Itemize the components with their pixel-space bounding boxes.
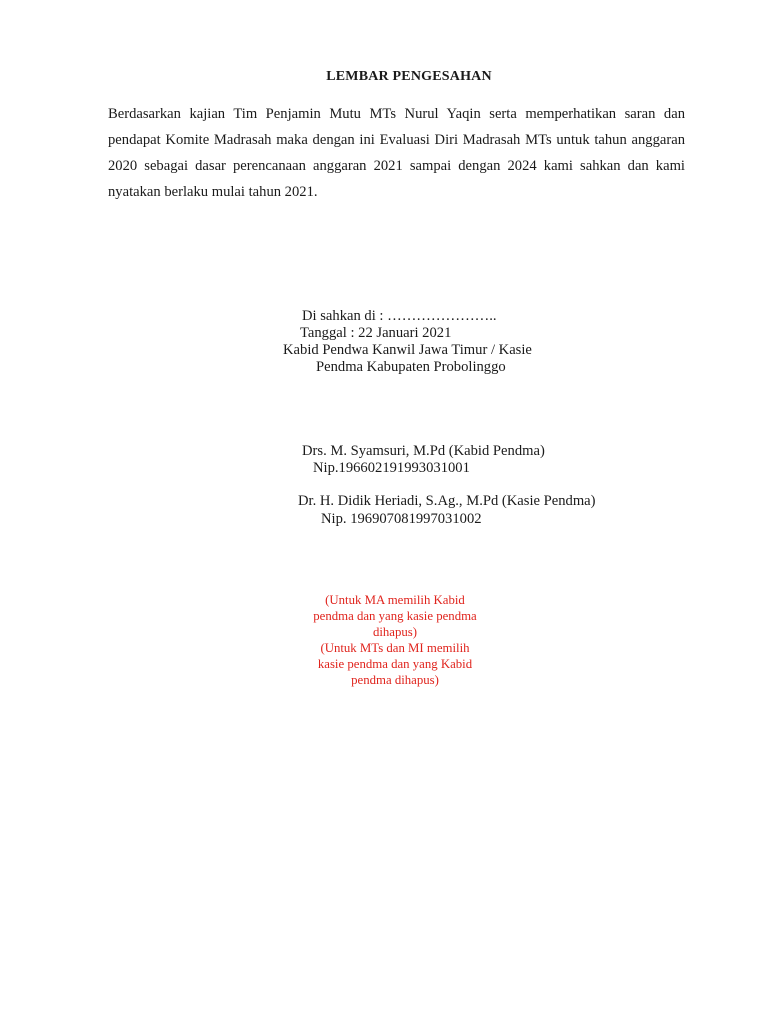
office-line-1: Kabid Pendwa Kanwil Jawa Timur / Kasie xyxy=(283,342,532,358)
office-line-2: Pendma Kabupaten Probolinggo xyxy=(316,359,506,375)
signatory-1-nip: Nip.196602191993031001 xyxy=(313,460,470,476)
document-title: LEMBAR PENGESAHAN xyxy=(326,69,492,84)
signatory-2-name: Dr. H. Didik Heriadi, S.Ag., M.Pd (Kasie Pendma) xyxy=(298,493,596,509)
place-line: Di sahkan di : ………………….. xyxy=(302,308,497,324)
note-line: (Untuk MA memilih Kabid xyxy=(325,593,465,607)
body-paragraph: Berdasarkan kajian Tim Penjamin Mutu MTs Nurul Yaqin serta memperhatikan saran dan pendapat Komite Madrasah maka dengan ini Evaluasi Diri Madrasah MTs untuk tahun anggaran 2020 sebagai dasar perencanaan anggaran 2021 sampai dengan 2024 kami sahkan dan kami nyatakan berlaku mulai tahun 2021. xyxy=(108,106,685,200)
note-line: (Untuk MTs dan MI memilih xyxy=(320,641,470,655)
instruction-note xyxy=(285,592,505,688)
note-line: pendma dihapus) xyxy=(351,673,439,687)
signatory-2-nip: Nip. 196907081997031002 xyxy=(321,511,482,527)
date-line: Tanggal : 22 Januari 2021 xyxy=(300,325,452,341)
signatory-1-name: Drs. M. Syamsuri, M.Pd (Kabid Pendma) xyxy=(302,443,545,459)
note-line: pendma dan yang kasie pendma xyxy=(313,609,477,623)
note-line: kasie pendma dan yang Kabid xyxy=(317,657,473,671)
note-line: dihapus) xyxy=(372,625,418,639)
